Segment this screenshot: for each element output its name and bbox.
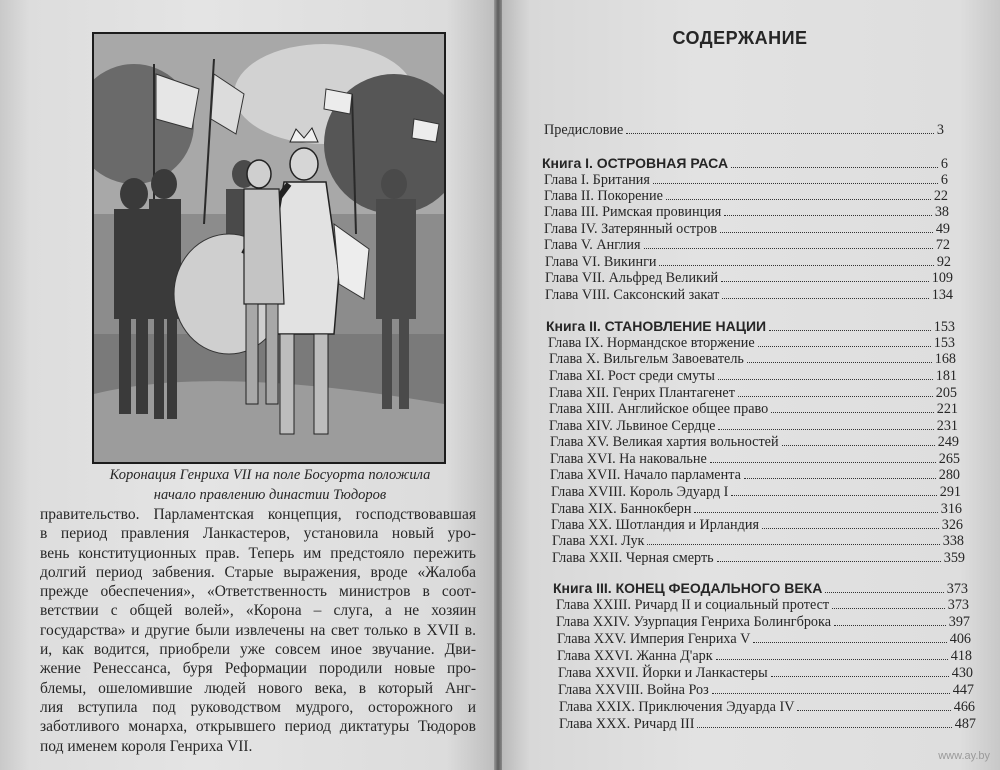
toc-chapter[interactable] <box>550 451 960 468</box>
toc-label: Глава XIV. Львиное Сердце <box>549 418 716 434</box>
toc-page: 316 <box>940 501 962 517</box>
toc-leader <box>718 429 933 430</box>
toc-chapter[interactable] <box>557 648 972 665</box>
toc-page: 205 <box>935 385 957 401</box>
text-line: прежде обеспечения», «Ответственность министров в соот- <box>40 583 476 601</box>
toc-leader <box>753 642 946 643</box>
coronation-engraving <box>92 32 446 464</box>
toc-page: 153 <box>933 335 955 351</box>
toc-label: Глава XX. Шотландия и Ирландия <box>551 517 759 533</box>
text-line: блемы, ошеломившие людей нового века, в который Анг- <box>40 679 476 697</box>
toc-label: Книга I. ОСТРОВНАЯ РАСА <box>542 155 729 171</box>
toc-leader <box>722 298 928 299</box>
toc-page: 359 <box>943 550 965 566</box>
toc-chapter[interactable] <box>548 335 955 352</box>
toc-leader <box>659 265 933 266</box>
toc-label: Глава XXVIII. Война Роз <box>558 682 709 698</box>
toc-leader <box>731 495 936 496</box>
text-line: государства» и другие были извлечены на свет только в XVII в. <box>40 621 476 639</box>
toc-chapter[interactable] <box>559 716 976 733</box>
caption-line: начало правлению династии Тюдоров <box>153 487 387 503</box>
toc-label: Глава VII. Альфред Великий <box>545 270 719 286</box>
toc-book-2[interactable] <box>546 318 955 336</box>
toc-leader <box>720 232 933 233</box>
toc-page: 280 <box>938 467 960 483</box>
toc-leader <box>647 544 939 545</box>
toc-leader <box>771 676 949 677</box>
toc-leader <box>724 215 931 216</box>
toc-preface[interactable] <box>544 122 944 139</box>
toc-label: Глава VI. Викинги <box>545 254 657 270</box>
toc-leader <box>626 133 934 134</box>
toc-book-1[interactable] <box>542 155 948 173</box>
toc-chapter[interactable] <box>557 631 971 648</box>
toc-label: Глава XXIII. Ричард II и социальный протест <box>556 597 830 613</box>
text-line: лия вступила под руководством мудрого, осторожного и <box>40 698 476 716</box>
toc-label: Глава XIII. Английское общее право <box>549 401 769 417</box>
toc-label: Глава VIII. Саксонский закат <box>545 287 720 303</box>
text-line: жение Ренессанса, буря Реформации породили новые про- <box>40 660 476 678</box>
toc-page: 22 <box>933 188 948 204</box>
toc-chapter[interactable] <box>551 484 961 501</box>
toc-page: 447 <box>952 682 974 698</box>
toc-leader <box>747 362 932 363</box>
toc-page: 466 <box>953 699 975 715</box>
toc-page: 406 <box>949 631 971 647</box>
toc-label: Глава XXVI. Жанна Д'арк <box>557 648 713 664</box>
toc-label: Глава XIX. Баннокберн <box>551 501 692 517</box>
toc-label: Глава XXV. Империя Генриха V <box>557 631 751 647</box>
toc-leader <box>694 512 937 513</box>
toc-chapter[interactable] <box>549 368 957 385</box>
toc-leader <box>782 445 935 446</box>
toc-page: 373 <box>947 597 969 613</box>
text-line: правительство. Парламентская концепция, господствовавшая <box>40 506 476 523</box>
toc-label: Глава IX. Нормандское вторжение <box>548 335 755 351</box>
text-line: под именем короля Генриха VII. <box>40 737 253 755</box>
toc-leader <box>738 396 933 397</box>
toc-chapter[interactable] <box>549 401 958 418</box>
toc-label: Книга III. КОНЕЦ ФЕОДАЛЬНОГО ВЕКА <box>553 580 823 596</box>
toc-chapter[interactable] <box>544 172 948 189</box>
toc-leader <box>653 183 938 184</box>
text-line: и, как водится, приобрели уже совсем иное звучание. Дви- <box>40 641 476 659</box>
toc-chapter[interactable] <box>552 550 965 567</box>
toc-page: 109 <box>931 270 953 286</box>
toc-label: Книга II. СТАНОВЛЕНИЕ НАЦИИ <box>546 318 767 334</box>
toc-page: 231 <box>936 418 958 434</box>
toc-label: Глава II. Покорение <box>544 188 663 204</box>
toc-leader <box>717 561 941 562</box>
toc-label: Глава XXI. Лук <box>552 533 645 549</box>
toc-label: Глава V. Англия <box>544 237 641 253</box>
toc-page: 49 <box>935 221 950 237</box>
body-paragraph <box>40 505 476 756</box>
toc-page: 6 <box>940 156 948 172</box>
toc-label: Глава XXIX. Приключения Эдуарда IV <box>559 699 795 715</box>
toc-page: 181 <box>935 368 957 384</box>
toc-leader <box>834 625 946 626</box>
toc-page: 418 <box>950 648 972 664</box>
toc-leader <box>644 248 933 249</box>
text-line: ветствии с общей волей», «Корона – слуга, а не хозяин <box>40 602 476 620</box>
toc-chapter[interactable] <box>549 385 957 402</box>
toc-chapter[interactable] <box>545 270 953 287</box>
toc-label: Глава XV. Великая хартия вольностей <box>550 434 779 450</box>
toc-leader <box>712 693 950 694</box>
toc-page: 134 <box>931 287 953 303</box>
toc-page: 430 <box>951 665 973 681</box>
toc-label: Глава XXX. Ричард III <box>559 716 695 732</box>
toc-page: 373 <box>946 581 968 597</box>
toc-chapter[interactable] <box>551 517 963 534</box>
toc-label: Предисловие <box>544 122 624 138</box>
toc-leader <box>710 462 936 463</box>
toc-page: 6 <box>940 172 948 188</box>
toc-chapter[interactable] <box>550 467 960 484</box>
toc-label: Глава XI. Рост среди смуты <box>549 368 715 384</box>
toc-chapter[interactable] <box>544 237 950 254</box>
toc-label: Глава XXVII. Йорки и Ланкастеры <box>558 665 768 681</box>
toc-page: 291 <box>939 484 961 500</box>
toc-book-3[interactable] <box>553 580 968 598</box>
toc-label: Глава IV. Затерянный остров <box>544 221 718 237</box>
book-gutter <box>494 0 502 770</box>
toc-chapter[interactable] <box>545 287 953 304</box>
toc-chapter[interactable] <box>549 351 956 368</box>
toc-page: 38 <box>934 204 949 220</box>
toc-leader <box>731 167 938 168</box>
contents-title: СОДЕРЖАНИЕ <box>672 28 808 48</box>
toc-label: Глава III. Римская провинция <box>544 204 722 220</box>
toc-label: Глава I. Британия <box>544 172 650 188</box>
illustration-caption <box>70 465 470 505</box>
toc-chapter[interactable] <box>556 614 970 631</box>
toc-leader <box>718 379 933 380</box>
toc-chapter[interactable] <box>558 682 974 699</box>
watermark: www.ay.by <box>938 750 990 762</box>
toc-leader <box>825 592 943 593</box>
text-line: вень конституционных прав. Теперь им предстояло пережить <box>40 544 476 562</box>
toc-chapter[interactable] <box>552 533 964 550</box>
toc-page: 72 <box>935 237 950 253</box>
toc-page: 265 <box>938 451 960 467</box>
toc-page: 92 <box>936 254 951 270</box>
toc-chapter[interactable] <box>551 501 962 518</box>
toc-page: 249 <box>937 434 959 450</box>
toc-label: Глава XXII. Черная смерть <box>552 550 714 566</box>
toc-page: 168 <box>934 351 956 367</box>
toc-page: 3 <box>936 122 944 138</box>
toc-leader <box>697 727 951 728</box>
toc-chapter[interactable] <box>550 434 959 451</box>
toc-chapter[interactable] <box>556 597 969 614</box>
toc-chapter[interactable] <box>544 221 950 238</box>
toc-leader <box>744 478 936 479</box>
toc-page: 326 <box>941 517 963 533</box>
toc-page: 487 <box>954 716 976 732</box>
toc-chapter[interactable] <box>545 254 951 271</box>
toc-label: Глава XVII. Начало парламента <box>550 467 741 483</box>
toc-label: Глава XII. Генрих Плантагенет <box>549 385 735 401</box>
toc-page: 153 <box>933 319 955 335</box>
toc-label: Глава XVI. На наковальне <box>550 451 707 467</box>
text-line: заботливого монарха, открывшего период диктатуры Тюдоров <box>40 718 476 736</box>
toc-label: Глава XVIII. Король Эдуард I <box>551 484 729 500</box>
toc-label: Глава XXIV. Узурпация Генриха Болингброка <box>556 614 831 630</box>
toc-chapter[interactable] <box>549 418 958 435</box>
toc-leader <box>771 412 934 413</box>
toc-chapter[interactable] <box>544 188 948 205</box>
toc-leader <box>797 710 950 711</box>
toc-page: 397 <box>948 614 970 630</box>
toc-leader <box>758 346 931 347</box>
toc-chapter[interactable] <box>544 204 949 221</box>
toc-leader <box>769 330 931 331</box>
toc-chapter[interactable] <box>559 699 975 716</box>
toc-leader <box>716 659 948 660</box>
toc-leader <box>721 281 929 282</box>
toc-leader <box>666 199 931 200</box>
toc-leader <box>762 528 939 529</box>
text-line: долгий период забвения. Старые выражения, вроде «Жалоба <box>40 563 476 581</box>
text-line: в период правления Ланкастеров, установила новый уро- <box>40 525 476 543</box>
toc-page: 338 <box>942 533 964 549</box>
caption-line: Коронация Генриха VII на поле Босуорта положила <box>109 467 431 483</box>
toc-leader <box>832 608 945 609</box>
toc-chapter[interactable] <box>558 665 973 682</box>
toc-label: Глава X. Вильгельм Завоеватель <box>549 351 744 367</box>
toc-page: 221 <box>936 401 958 417</box>
